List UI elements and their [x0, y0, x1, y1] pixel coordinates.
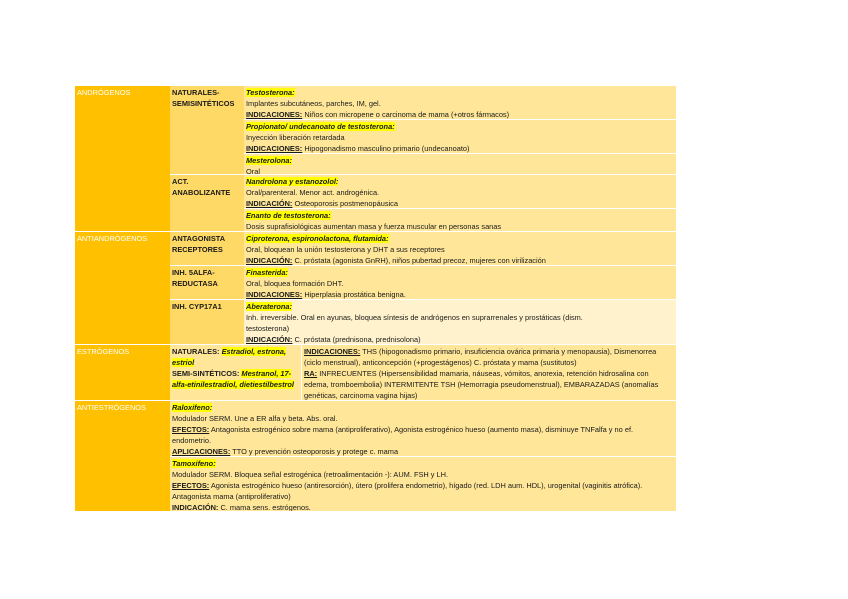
- drug-name: Mesterolona:: [246, 156, 292, 165]
- drug-raloxifeno: [170, 401, 676, 456]
- subcategory-label: ANTAGONISTA RECEPTORES: [172, 234, 225, 254]
- estrogenos-types: [170, 345, 301, 400]
- indications-label: INDICACIÓN:: [246, 256, 293, 265]
- applications-label: APLICACIONES:: [172, 447, 231, 456]
- drug-ciproterona: [244, 232, 676, 265]
- estrogenos-details: [302, 345, 676, 400]
- drug-name: Finasterida:: [246, 268, 288, 277]
- ra-text: INFRECUENTES (Hipersensibilidad mamaria, náuseas, vómitos, anorexia, retención hidrosalina con edema, tromboembolia) INTERMITENTE TSH (Hemorragia pseudomenstrual), EMBARAZADAS (anomalías genéticas, carcinoma vagina hijas): [304, 369, 659, 400]
- indications-label: INDICACIÓN:: [172, 503, 219, 511]
- category-antiestrogenos: [75, 401, 170, 511]
- effects-text: Agonista estrogénico hueso (antiresorción), útero (prolifera endometrio), hígado (red. LDH aum. HDL), urogenital (vaginitis atrófica). Antagonista mama (antiproliferativo): [172, 481, 643, 501]
- drug-admin: Inh. irreversible. Oral en ayunas, bloquea síntesis de andrógenos en suprarrenales y prostáticas (dism. testosterona): [246, 313, 583, 333]
- category-label: ANTIANDRÓGENOS: [77, 234, 148, 243]
- indications-text: THS (hipogonadismo primario, insuficiencia ovárica primaria y menopausia), Dismenorrea (ciclo menstrual), anticoncepción (+progestágenos) C. próstata y mama (sustitutos): [304, 347, 657, 367]
- drug-admin: Modulador SERM. Bloquea señal estrogénica (retroalimentación -): AUM. FSH y LH.: [172, 470, 449, 479]
- drug-name: Nandrolona y estanozolol:: [246, 177, 339, 186]
- drug-admin: Modulador SERM. Une a ER alfa y beta. Abs. oral.: [172, 414, 338, 423]
- drug-name: Propionato/ undecanoato de testosterona:: [246, 122, 395, 131]
- drug-admin: Implantes subcutáneos, parches, IM, gel.: [246, 99, 381, 108]
- category-androgenos: [75, 86, 170, 231]
- drug-name: Tamoxifeno:: [172, 459, 216, 468]
- indications-label: INDICACIONES:: [304, 347, 361, 356]
- drug-admin: Dosis suprafisiológicas aumentan masa y fuerza muscular en personas sanas: [246, 222, 502, 231]
- indications-text: Hipogonadismo masculino primario (undecanoato): [302, 144, 470, 153]
- semi-label: SEMI-SINTÉTICOS:: [172, 369, 240, 378]
- subcategory-act-anabolizante: [170, 175, 244, 231]
- naturales-label: NATURALES:: [172, 347, 220, 356]
- naturales-drugs: Estradiol, estrona, estriol: [172, 347, 287, 367]
- drug-testosterona: [244, 86, 676, 119]
- drug-name: Enanto de testosterona:: [246, 211, 331, 220]
- indications-text: Hiperplasia prostática benigna.: [302, 290, 406, 299]
- category-antiandrogenos: [75, 232, 170, 344]
- effects-label: EFECTOS:: [172, 425, 210, 434]
- effects-label: EFECTOS:: [172, 481, 210, 490]
- subcategory-label: INH. CYP17A1: [172, 302, 222, 311]
- subcategory-label: ACT. ANABOLIZANTE: [172, 177, 231, 197]
- indications-text: Osteoporosis postmenopáusica: [292, 199, 398, 208]
- applications-text: TTO y prevención osteoporosis y protege c. mama: [230, 447, 399, 456]
- drug-admin: Inyección liberación retardada: [246, 133, 345, 142]
- subcategory-inh-5alfa: [170, 266, 244, 299]
- indications-label: INDICACIONES:: [246, 144, 303, 153]
- semi-drugs: Mestranol, 17-alfa-etinilestradiol, dietiestilbestrol: [172, 369, 294, 389]
- indications-text: C. próstata (agonista GnRH), niños pubertad precoz, mujeres con virilización: [292, 256, 546, 265]
- indications-text: C. próstata (prednisona, prednisolona): [292, 335, 421, 344]
- drug-name: Raloxifeno:: [172, 403, 213, 412]
- indications-label: INDICACIONES:: [246, 110, 303, 119]
- drug-propionato: [244, 120, 676, 153]
- effects-text: Antagonista estrogénico sobre mama (antiproliferativo), Agonista estrogénico hueso (aumento masa), disminuye TNFalfa y no ef. endometrio.: [172, 425, 634, 445]
- drug-admin: Oral, bloquea formación DHT.: [246, 279, 344, 288]
- drug-mesterolona: [244, 154, 676, 174]
- indications-label: INDICACIÓN:: [246, 199, 293, 208]
- category-estrogenos: [75, 345, 170, 400]
- subcategory-inh-cyp17a1: [170, 300, 244, 344]
- subcategory-naturales: [170, 86, 244, 174]
- drug-tamoxifeno: [170, 457, 676, 511]
- drug-name: Ciproterona, espironolactona, flutamida:: [246, 234, 389, 243]
- indications-label: INDICACIÓN:: [246, 335, 293, 344]
- category-label: ANTIESTRÓGENOS: [77, 403, 146, 412]
- indications-text: Niños con micropene o carcinoma de mama (+otros fármacos): [302, 110, 510, 119]
- subcategory-label: NATURALES-SEMISINTÉTICOS: [172, 88, 235, 108]
- subcategory-label: INH. 5ALFA-REDUCTASA: [172, 268, 218, 288]
- drug-admin: Oral/parenteral. Menor act. androgénica.: [246, 188, 380, 197]
- category-label: ESTRÓGENOS: [77, 347, 130, 356]
- subcategory-antagonista: [170, 232, 244, 265]
- drug-admin: Oral, bloquean la unión testosterona y DHT a sus receptores: [246, 245, 445, 254]
- drug-admin: Oral: [246, 167, 260, 174]
- category-label: ANDRÓGENOS: [77, 88, 131, 97]
- drug-nandrolona: [244, 175, 676, 208]
- indications-label: INDICACIONES:: [246, 290, 303, 299]
- drug-aberaterona: [244, 300, 676, 344]
- drug-finasterida: [244, 266, 676, 299]
- ra-label: RA:: [304, 369, 318, 378]
- indications-text: C. mama sens. estrógenos.: [218, 503, 311, 511]
- drug-name: Testosterona:: [246, 88, 295, 97]
- drug-enanto: [244, 209, 676, 231]
- drug-name: Aberaterona:: [246, 302, 292, 311]
